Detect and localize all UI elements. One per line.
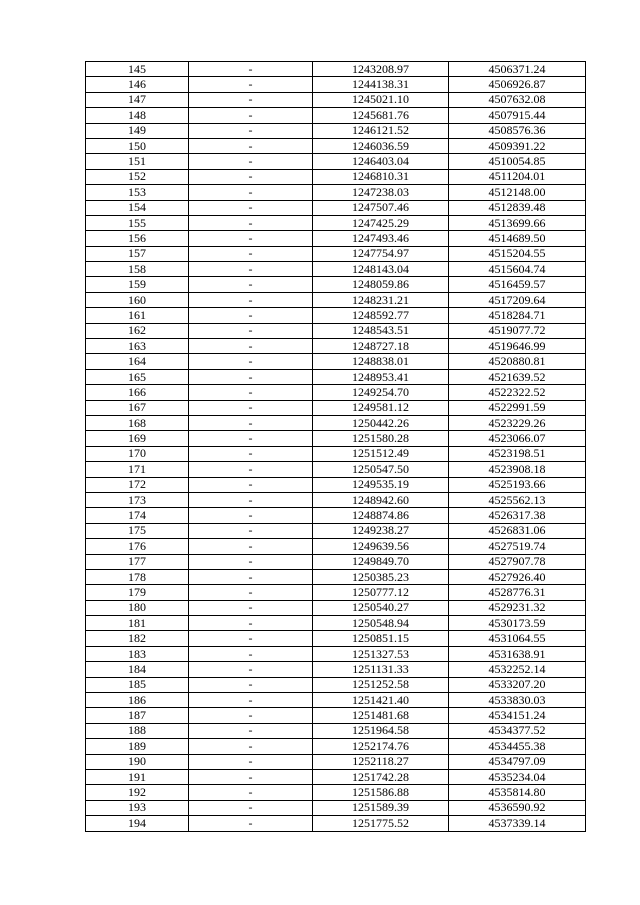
table-row — [86, 631, 586, 646]
table-row — [86, 62, 586, 77]
point-number-cell: 194 — [86, 816, 189, 831]
x-coordinate-cell: 1250540.27 — [313, 600, 449, 615]
point-number-cell: 171 — [86, 462, 189, 477]
y-coordinate-cell: 4517209.64 — [449, 292, 586, 307]
table-row — [86, 585, 586, 600]
y-coordinate-cell: 4519646.99 — [449, 339, 586, 354]
y-coordinate-cell: 4526831.06 — [449, 523, 586, 538]
dash-cell: - — [189, 569, 313, 584]
table-row — [86, 539, 586, 554]
point-number-cell: 176 — [86, 539, 189, 554]
dash-cell: - — [189, 646, 313, 661]
y-coordinate-cell: 4535234.04 — [449, 769, 586, 784]
x-coordinate-cell: 1251421.40 — [313, 693, 449, 708]
point-number-cell: 173 — [86, 492, 189, 507]
point-number-cell: 160 — [86, 292, 189, 307]
dash-cell: - — [189, 154, 313, 169]
x-coordinate-cell: 1250851.15 — [313, 631, 449, 646]
y-coordinate-cell: 4515204.55 — [449, 246, 586, 261]
y-coordinate-cell: 4512839.48 — [449, 200, 586, 215]
dash-cell: - — [189, 723, 313, 738]
y-coordinate-cell: 4531638.91 — [449, 646, 586, 661]
table-row — [86, 138, 586, 153]
table-row — [86, 92, 586, 107]
dash-cell: - — [189, 169, 313, 184]
table-row — [86, 477, 586, 492]
x-coordinate-cell: 1249238.27 — [313, 523, 449, 538]
x-coordinate-cell: 1243208.97 — [313, 62, 449, 77]
dash-cell: - — [189, 308, 313, 323]
dash-cell: - — [189, 677, 313, 692]
point-number-cell: 163 — [86, 339, 189, 354]
dash-cell: - — [189, 816, 313, 831]
x-coordinate-cell: 1245681.76 — [313, 108, 449, 123]
point-number-cell: 153 — [86, 185, 189, 200]
point-number-cell: 192 — [86, 785, 189, 800]
y-coordinate-cell: 4518284.71 — [449, 308, 586, 323]
point-number-cell: 190 — [86, 754, 189, 769]
y-coordinate-cell: 4508576.36 — [449, 123, 586, 138]
y-coordinate-cell: 4528776.31 — [449, 585, 586, 600]
x-coordinate-cell: 1248059.86 — [313, 277, 449, 292]
y-coordinate-cell: 4520880.81 — [449, 354, 586, 369]
x-coordinate-cell: 1251580.28 — [313, 431, 449, 446]
x-coordinate-cell: 1251964.58 — [313, 723, 449, 738]
x-coordinate-cell: 1246036.59 — [313, 138, 449, 153]
dash-cell: - — [189, 739, 313, 754]
y-coordinate-cell: 4534455.38 — [449, 739, 586, 754]
y-coordinate-cell: 4531064.55 — [449, 631, 586, 646]
y-coordinate-cell: 4514689.50 — [449, 231, 586, 246]
dash-cell: - — [189, 323, 313, 338]
y-coordinate-cell: 4527926.40 — [449, 569, 586, 584]
point-number-cell: 188 — [86, 723, 189, 738]
dash-cell: - — [189, 262, 313, 277]
table-row — [86, 339, 586, 354]
dash-cell: - — [189, 108, 313, 123]
x-coordinate-cell: 1248592.77 — [313, 308, 449, 323]
y-coordinate-cell: 4525193.66 — [449, 477, 586, 492]
table-row — [86, 693, 586, 708]
point-number-cell: 155 — [86, 215, 189, 230]
y-coordinate-cell: 4511204.01 — [449, 169, 586, 184]
point-number-cell: 154 — [86, 200, 189, 215]
dash-cell: - — [189, 92, 313, 107]
table-row — [86, 816, 586, 831]
x-coordinate-cell: 1248231.21 — [313, 292, 449, 307]
table-row — [86, 323, 586, 338]
x-coordinate-cell: 1250442.26 — [313, 415, 449, 430]
point-number-cell: 165 — [86, 369, 189, 384]
dash-cell: - — [189, 77, 313, 92]
point-number-cell: 175 — [86, 523, 189, 538]
y-coordinate-cell: 4523908.18 — [449, 462, 586, 477]
table-row — [86, 523, 586, 538]
x-coordinate-cell: 1251481.68 — [313, 708, 449, 723]
x-coordinate-cell: 1246403.04 — [313, 154, 449, 169]
y-coordinate-cell: 4527907.78 — [449, 554, 586, 569]
point-number-cell: 177 — [86, 554, 189, 569]
table-row — [86, 123, 586, 138]
y-coordinate-cell: 4530173.59 — [449, 616, 586, 631]
table-row — [86, 677, 586, 692]
table-row — [86, 385, 586, 400]
point-number-cell: 179 — [86, 585, 189, 600]
dash-cell: - — [189, 662, 313, 677]
dash-cell: - — [189, 277, 313, 292]
y-coordinate-cell: 4506926.87 — [449, 77, 586, 92]
dash-cell: - — [189, 539, 313, 554]
table-row — [86, 262, 586, 277]
table-row — [86, 246, 586, 261]
table-row — [86, 308, 586, 323]
point-number-cell: 174 — [86, 508, 189, 523]
dash-cell: - — [189, 477, 313, 492]
x-coordinate-cell: 1248143.04 — [313, 262, 449, 277]
y-coordinate-cell: 4525562.13 — [449, 492, 586, 507]
x-coordinate-cell: 1252118.27 — [313, 754, 449, 769]
point-number-cell: 146 — [86, 77, 189, 92]
dash-cell: - — [189, 400, 313, 415]
x-coordinate-cell: 1251131.33 — [313, 662, 449, 677]
x-coordinate-cell: 1251327.53 — [313, 646, 449, 661]
x-coordinate-cell: 1248874.86 — [313, 508, 449, 523]
point-number-cell: 166 — [86, 385, 189, 400]
point-number-cell: 149 — [86, 123, 189, 138]
table-row — [86, 431, 586, 446]
point-number-cell: 186 — [86, 693, 189, 708]
table-row — [86, 508, 586, 523]
dash-cell: - — [189, 431, 313, 446]
dash-cell: - — [189, 492, 313, 507]
x-coordinate-cell: 1252174.76 — [313, 739, 449, 754]
y-coordinate-cell: 4522991.59 — [449, 400, 586, 415]
dash-cell: - — [189, 785, 313, 800]
table-row — [86, 462, 586, 477]
y-coordinate-cell: 4519077.72 — [449, 323, 586, 338]
table-row — [86, 169, 586, 184]
y-coordinate-cell: 4522322.52 — [449, 385, 586, 400]
table-row — [86, 662, 586, 677]
table-row — [86, 154, 586, 169]
x-coordinate-cell: 1248727.18 — [313, 339, 449, 354]
x-coordinate-cell: 1247493.46 — [313, 231, 449, 246]
point-number-cell: 187 — [86, 708, 189, 723]
x-coordinate-cell: 1249581.12 — [313, 400, 449, 415]
y-coordinate-cell: 4521639.52 — [449, 369, 586, 384]
x-coordinate-cell: 1247507.46 — [313, 200, 449, 215]
dash-cell: - — [189, 185, 313, 200]
point-number-cell: 191 — [86, 769, 189, 784]
x-coordinate-cell: 1250777.12 — [313, 585, 449, 600]
point-number-cell: 182 — [86, 631, 189, 646]
x-coordinate-cell: 1249639.56 — [313, 539, 449, 554]
y-coordinate-cell: 4535814.80 — [449, 785, 586, 800]
x-coordinate-cell: 1251775.52 — [313, 816, 449, 831]
x-coordinate-cell: 1249254.70 — [313, 385, 449, 400]
table-row — [86, 754, 586, 769]
table-row — [86, 231, 586, 246]
y-coordinate-cell: 4536590.92 — [449, 800, 586, 815]
y-coordinate-cell: 4529231.32 — [449, 600, 586, 615]
y-coordinate-cell: 4523066.07 — [449, 431, 586, 446]
point-number-cell: 145 — [86, 62, 189, 77]
point-number-cell: 193 — [86, 800, 189, 815]
table-row — [86, 108, 586, 123]
table-row — [86, 723, 586, 738]
dash-cell: - — [189, 769, 313, 784]
y-coordinate-cell: 4534797.09 — [449, 754, 586, 769]
point-number-cell: 172 — [86, 477, 189, 492]
dash-cell: - — [189, 585, 313, 600]
table-row — [86, 708, 586, 723]
point-number-cell: 150 — [86, 138, 189, 153]
dash-cell: - — [189, 600, 313, 615]
point-number-cell: 184 — [86, 662, 189, 677]
point-number-cell: 180 — [86, 600, 189, 615]
point-number-cell: 161 — [86, 308, 189, 323]
x-coordinate-cell: 1248953.41 — [313, 369, 449, 384]
dash-cell: - — [189, 446, 313, 461]
x-coordinate-cell: 1247238.03 — [313, 185, 449, 200]
table-row — [86, 569, 586, 584]
dash-cell: - — [189, 138, 313, 153]
y-coordinate-cell: 4534377.52 — [449, 723, 586, 738]
x-coordinate-cell: 1251589.39 — [313, 800, 449, 815]
point-number-cell: 183 — [86, 646, 189, 661]
table-row — [86, 769, 586, 784]
table-row — [86, 369, 586, 384]
y-coordinate-cell: 4533207.20 — [449, 677, 586, 692]
x-coordinate-cell: 1251512.49 — [313, 446, 449, 461]
dash-cell: - — [189, 616, 313, 631]
y-coordinate-cell: 4533830.03 — [449, 693, 586, 708]
y-coordinate-cell: 4507915.44 — [449, 108, 586, 123]
x-coordinate-cell: 1250548.94 — [313, 616, 449, 631]
dash-cell: - — [189, 62, 313, 77]
y-coordinate-cell: 4510054.85 — [449, 154, 586, 169]
coordinates-table — [85, 61, 586, 832]
dash-cell: - — [189, 339, 313, 354]
point-number-cell: 147 — [86, 92, 189, 107]
point-number-cell: 148 — [86, 108, 189, 123]
point-number-cell: 169 — [86, 431, 189, 446]
y-coordinate-cell: 4532252.14 — [449, 662, 586, 677]
x-coordinate-cell: 1249849.70 — [313, 554, 449, 569]
y-coordinate-cell: 4515604.74 — [449, 262, 586, 277]
x-coordinate-cell: 1251586.88 — [313, 785, 449, 800]
y-coordinate-cell: 4537339.14 — [449, 816, 586, 831]
table-row — [86, 600, 586, 615]
y-coordinate-cell: 4523198.51 — [449, 446, 586, 461]
dash-cell: - — [189, 215, 313, 230]
y-coordinate-cell: 4526317.38 — [449, 508, 586, 523]
point-number-cell: 168 — [86, 415, 189, 430]
table-row — [86, 616, 586, 631]
point-number-cell: 156 — [86, 231, 189, 246]
dash-cell: - — [189, 508, 313, 523]
dash-cell: - — [189, 754, 313, 769]
dash-cell: - — [189, 231, 313, 246]
table-row — [86, 554, 586, 569]
point-number-cell: 167 — [86, 400, 189, 415]
point-number-cell: 185 — [86, 677, 189, 692]
x-coordinate-cell: 1250385.23 — [313, 569, 449, 584]
x-coordinate-cell: 1245021.10 — [313, 92, 449, 107]
point-number-cell: 162 — [86, 323, 189, 338]
table-row — [86, 277, 586, 292]
point-number-cell: 189 — [86, 739, 189, 754]
table-row — [86, 292, 586, 307]
x-coordinate-cell: 1249535.19 — [313, 477, 449, 492]
dash-cell: - — [189, 554, 313, 569]
table-row — [86, 185, 586, 200]
table-row — [86, 77, 586, 92]
dash-cell: - — [189, 354, 313, 369]
dash-cell: - — [189, 462, 313, 477]
dash-cell: - — [189, 693, 313, 708]
table-row — [86, 739, 586, 754]
y-coordinate-cell: 4507632.08 — [449, 92, 586, 107]
x-coordinate-cell: 1246121.52 — [313, 123, 449, 138]
point-number-cell: 178 — [86, 569, 189, 584]
x-coordinate-cell: 1248942.60 — [313, 492, 449, 507]
dash-cell: - — [189, 708, 313, 723]
x-coordinate-cell: 1251252.58 — [313, 677, 449, 692]
x-coordinate-cell: 1246810.31 — [313, 169, 449, 184]
y-coordinate-cell: 4527519.74 — [449, 539, 586, 554]
x-coordinate-cell: 1250547.50 — [313, 462, 449, 477]
dash-cell: - — [189, 292, 313, 307]
dash-cell: - — [189, 123, 313, 138]
dash-cell: - — [189, 631, 313, 646]
dash-cell: - — [189, 246, 313, 261]
table-row — [86, 415, 586, 430]
x-coordinate-cell: 1247425.29 — [313, 215, 449, 230]
dash-cell: - — [189, 800, 313, 815]
x-coordinate-cell: 1251742.28 — [313, 769, 449, 784]
dash-cell: - — [189, 200, 313, 215]
point-number-cell: 181 — [86, 616, 189, 631]
table-row — [86, 492, 586, 507]
point-number-cell: 151 — [86, 154, 189, 169]
dash-cell: - — [189, 385, 313, 400]
x-coordinate-cell: 1248838.01 — [313, 354, 449, 369]
point-number-cell: 158 — [86, 262, 189, 277]
coordinates-table-body — [86, 62, 586, 832]
y-coordinate-cell: 4506371.24 — [449, 62, 586, 77]
y-coordinate-cell: 4512148.00 — [449, 185, 586, 200]
dash-cell: - — [189, 415, 313, 430]
table-row — [86, 800, 586, 815]
table-row — [86, 646, 586, 661]
x-coordinate-cell: 1248543.51 — [313, 323, 449, 338]
dash-cell: - — [189, 523, 313, 538]
point-number-cell: 164 — [86, 354, 189, 369]
y-coordinate-cell: 4523229.26 — [449, 415, 586, 430]
table-row — [86, 785, 586, 800]
y-coordinate-cell: 4534151.24 — [449, 708, 586, 723]
point-number-cell: 157 — [86, 246, 189, 261]
y-coordinate-cell: 4509391.22 — [449, 138, 586, 153]
y-coordinate-cell: 4513699.66 — [449, 215, 586, 230]
y-coordinate-cell: 4516459.57 — [449, 277, 586, 292]
x-coordinate-cell: 1247754.97 — [313, 246, 449, 261]
x-coordinate-cell: 1244138.31 — [313, 77, 449, 92]
point-number-cell: 159 — [86, 277, 189, 292]
table-row — [86, 400, 586, 415]
table-row — [86, 354, 586, 369]
table-row — [86, 446, 586, 461]
table-row — [86, 215, 586, 230]
dash-cell: - — [189, 369, 313, 384]
point-number-cell: 152 — [86, 169, 189, 184]
point-number-cell: 170 — [86, 446, 189, 461]
table-row — [86, 200, 586, 215]
